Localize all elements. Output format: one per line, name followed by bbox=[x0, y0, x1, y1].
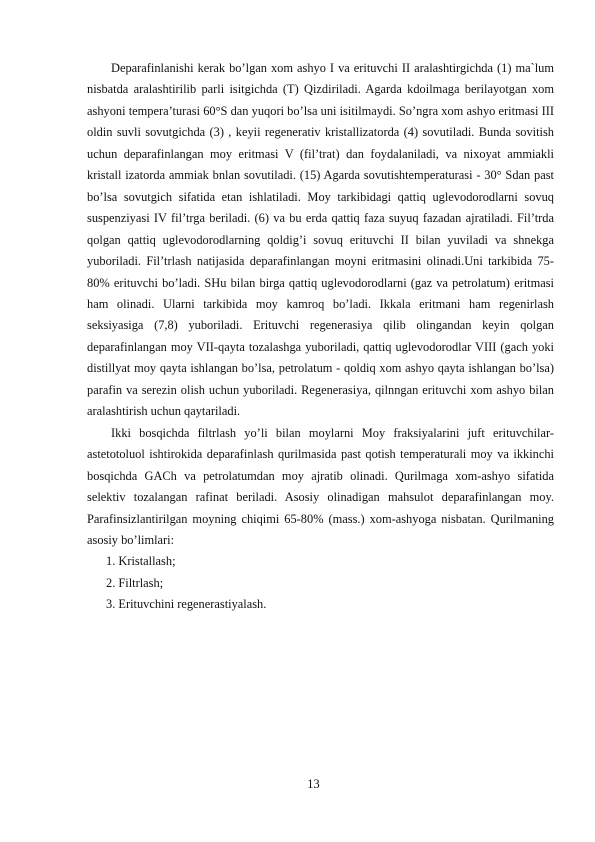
list-item: 2. Filtrlash; bbox=[106, 575, 164, 590]
page-number: 13 bbox=[307, 777, 320, 791]
paragraph: Deparafinlanishi kerak bo’lgan xom ashyo I va erituvchi II aralashtirgichda (1) ma`lum nisbatda aralashtirilib parli isitgichda (T) Qizdiriladi. Agarda kdoilmaga berilayotgan xom ashyoni tempera’turasi 60°S dan yuqori bo’lsa uni isitilmaydi. So’ngra xom ashyo eritmasi III oldin suvli sovutgichda (3) , keyii regenerativ kristallizatorda (4) sovutiladi. Bunda sovitish uchun deparafinlangan moy eritmasi V (fil’trat) dan foydalaniladi, va nixoyat ammiakli kristall izatorda ammiak bnlan sovutiladi. (15) Agarda sovutishtemperaturasi - 30° Sdan past bo’lsa sovutgich sifatida etan ishlatiladi. Moy tarkibidagi qattiq uglevodorodlarni sovuq suspenziyasi IV fil’trga beriladi. (6) va bu erda qattiq faza suyuq fazadan ajratiladi. Fil’trda qolgan qattiq uglevodorodlarning qoldig’i sovuq erituvchi II bilan yuviladi va shnekga yuboriladi. Fil’trlash natijasida deparafinlangan moyni eritmasini olinadi.Uni tarkibida 75-80% erituvchi bo’ladi. SHu bilan birga qattiq uglevodorodlarni (gaz va petrolatum) eritmasi ham olinadi. Ularni tarkibida moy kamroq bo’ladi. Ikkala eritmani ham regenirlash seksiyasiga (7,8) yuboriladi. Erituvchi regenerasiya qilib olingandan keyin qolgan deparafinlangan moy VII-qayta tozalashga yuboriladi, qattiq uglevodorodlar VIII (gach yoki distillyat moy qayta ishlangan bo’lsa, petrolatum - qoldiq xom ashyo qayta ishlangan bo’lsa) parafin va serezin olish uchun yuboriladi. Regenerasiya, qilnngan erituvchi xom ashyo bilan aralashtirish uchun qaytariladi. bbox=[87, 61, 554, 419]
paragraph: Ikki bosqichda filtrlash yo’li bilan moylarni Moy fraksiyalarini juft erituvchilar- astetotoluol ishtirokida deparafinlash qurilmasida past qotish temperaturali moy va ikkinchi bosqichda GACh va petrolatumdan moy ajratib olinadi. Qurilmaga xom-ashyo sifatida selektiv tozalangan rafinat beriladi. Asosiy olinadigan mahsulot deparafinlangan moy. Parafinsizlantirilgan moyning chiqimi 65-80% (mass.) xom-ashyoga nisbatan. Qurilmaning asosiy bo’limlari: bbox=[87, 425, 554, 547]
list-item: 3. Erituvchini regenerastiyalash. bbox=[106, 597, 267, 612]
list-item: 1. Kristallash; bbox=[106, 554, 176, 569]
body-text bbox=[87, 58, 554, 616]
